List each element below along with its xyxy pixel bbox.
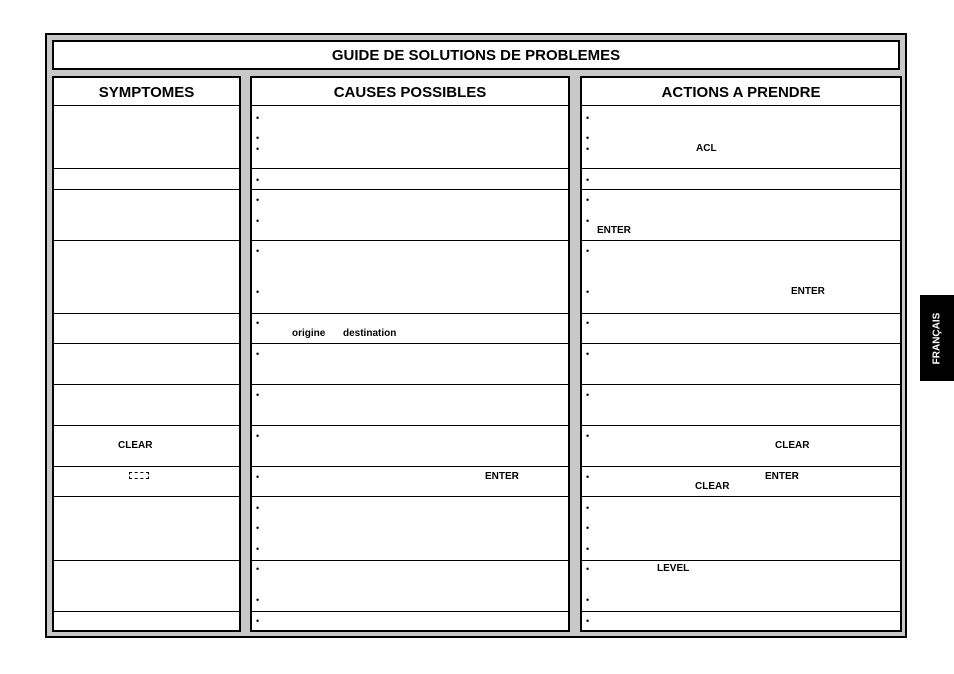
bullet: • xyxy=(586,616,590,626)
language-tab xyxy=(920,295,954,381)
row-divider xyxy=(252,313,568,314)
bullet: • xyxy=(586,246,590,256)
row-divider xyxy=(54,425,239,426)
bullet: • xyxy=(586,564,590,574)
destination-label: destination xyxy=(343,328,397,339)
bullet: • xyxy=(256,216,260,226)
enter-key-label: ENTER xyxy=(597,225,631,236)
enter-key-label: ENTER xyxy=(791,286,825,297)
bullet: • xyxy=(256,175,260,185)
bullet: • xyxy=(586,472,590,482)
clear-key-label: CLEAR xyxy=(118,440,153,451)
row-divider xyxy=(54,560,239,561)
bullet: • xyxy=(586,544,590,554)
origine-label: origine xyxy=(292,328,326,339)
bullet: • xyxy=(586,390,590,400)
row-divider xyxy=(252,384,568,385)
bullet: • xyxy=(586,216,590,226)
bullet: • xyxy=(256,472,260,482)
row-divider xyxy=(582,560,900,561)
row-divider xyxy=(54,189,239,190)
bullet: • xyxy=(256,113,260,123)
row-divider xyxy=(252,168,568,169)
row-divider xyxy=(54,240,239,241)
row-divider xyxy=(54,496,239,497)
bullet: • xyxy=(586,523,590,533)
row-divider xyxy=(582,425,900,426)
row-divider xyxy=(54,466,239,467)
row-divider xyxy=(582,496,900,497)
row-divider xyxy=(54,313,239,314)
bullet: • xyxy=(256,133,260,143)
row-divider xyxy=(54,168,239,169)
bullet: • xyxy=(256,544,260,554)
row-divider xyxy=(252,560,568,561)
bullet: • xyxy=(256,287,260,297)
row-divider xyxy=(54,343,239,344)
row-divider xyxy=(582,611,900,612)
language-tab-label: FRANÇAIS xyxy=(931,312,943,364)
row-divider xyxy=(582,343,900,344)
bullet: • xyxy=(256,349,260,359)
bullet: • xyxy=(256,564,260,574)
row-divider xyxy=(252,611,568,612)
symptoms-header: SYMPTOMES xyxy=(98,83,195,101)
row-divider xyxy=(582,384,900,385)
row-divider xyxy=(582,466,900,467)
row-divider xyxy=(54,105,239,106)
row-divider xyxy=(252,466,568,467)
enter-key-label: ENTER xyxy=(485,471,519,482)
clear-key-label: CLEAR xyxy=(775,440,810,451)
row-divider xyxy=(54,384,239,385)
bullet: • xyxy=(256,431,260,441)
row-divider xyxy=(252,240,568,241)
bullet: • xyxy=(586,195,590,205)
bullet: • xyxy=(256,318,260,328)
row-divider xyxy=(582,105,900,106)
bullet: • xyxy=(586,503,590,513)
row-divider xyxy=(252,425,568,426)
clear-key-label: CLEAR xyxy=(695,481,730,492)
bullet: • xyxy=(586,318,590,328)
bullet: • xyxy=(586,175,590,185)
bullet: • xyxy=(256,503,260,513)
row-divider xyxy=(252,189,568,190)
actions-column xyxy=(580,76,902,632)
row-divider xyxy=(582,189,900,190)
bullet: • xyxy=(256,523,260,533)
row-divider xyxy=(252,496,568,497)
row-divider xyxy=(582,168,900,169)
bullet: • xyxy=(256,195,260,205)
causes-header: CAUSES POSSIBLES xyxy=(333,83,487,101)
enter-key-label: ENTER xyxy=(765,471,799,482)
actions-header: ACTIONS A PRENDRE xyxy=(661,83,821,101)
bullet: • xyxy=(256,246,260,256)
bullet: • xyxy=(586,349,590,359)
bullet: • xyxy=(586,144,590,154)
symptoms-column xyxy=(52,76,241,632)
row-divider xyxy=(252,343,568,344)
bullet: • xyxy=(256,390,260,400)
causes-column xyxy=(250,76,570,632)
bullet: • xyxy=(256,616,260,626)
row-divider xyxy=(582,240,900,241)
bullet: • xyxy=(256,144,260,154)
row-divider xyxy=(252,105,568,106)
bullet: • xyxy=(256,595,260,605)
bullet: • xyxy=(586,431,590,441)
lcd-display-icon xyxy=(129,472,149,479)
row-divider xyxy=(54,611,239,612)
page-title: GUIDE DE SOLUTIONS DE PROBLEMES xyxy=(52,40,900,70)
bullet: • xyxy=(586,113,590,123)
level-key-label: LEVEL xyxy=(657,563,690,574)
row-divider xyxy=(582,313,900,314)
bullet: • xyxy=(586,287,590,297)
acl-key-label: ACL xyxy=(696,143,717,154)
bullet: • xyxy=(586,595,590,605)
bullet: • xyxy=(586,133,590,143)
